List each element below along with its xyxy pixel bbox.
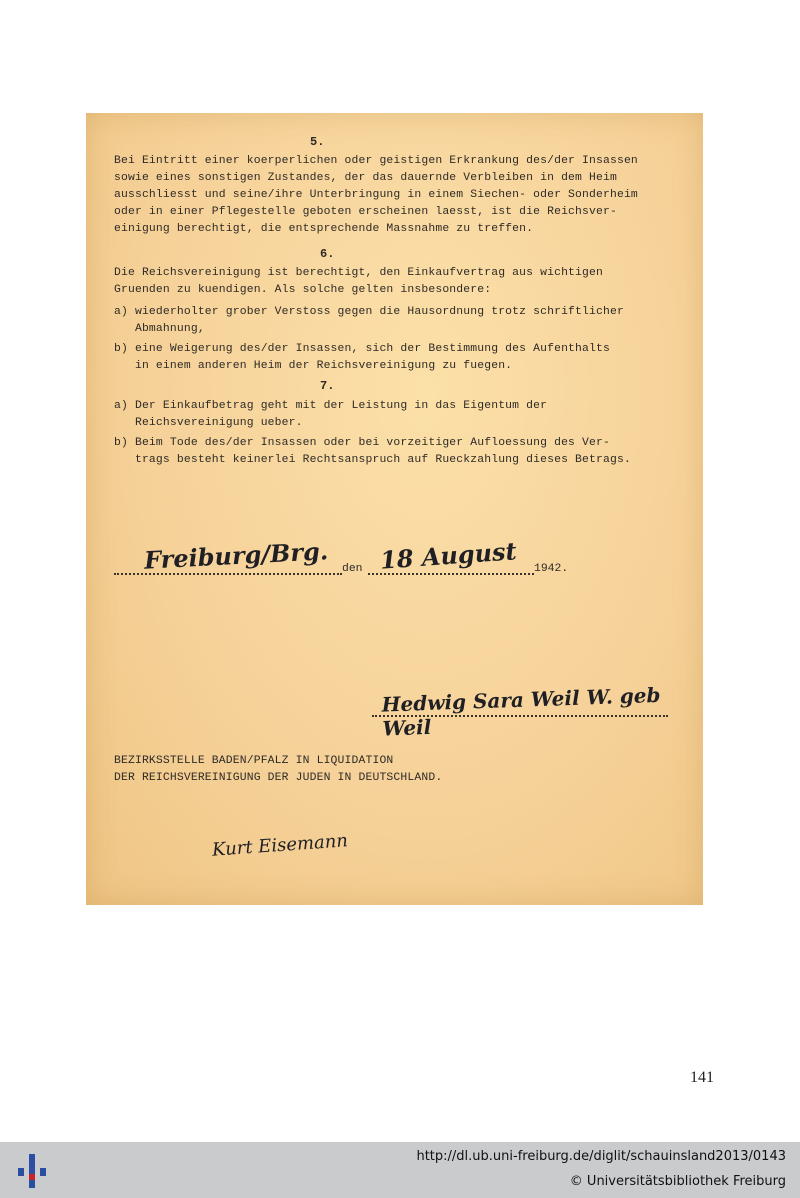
section-6-item-b-cont: in einem anderen Heim der Reichsvereinigung zu fuegen. — [114, 360, 513, 372]
section-6-intro-line: Gruenden zu kuendigen. Als solche gelten insbesondere: — [114, 284, 492, 296]
section-7-item-a-cont: Reichsvereinigung ueber. — [114, 417, 303, 429]
section-5-line: ausschliesst und seine/ihre Unterbringung in einem Siechen- oder Sonderheim — [114, 189, 638, 201]
place-handwritten: Freiburg/Brg. — [143, 536, 329, 575]
section-5-number: 5. — [310, 135, 325, 149]
section-6-item-a: a) wiederholter grober Verstoss gegen die Hausordnung trotz schriftlicher — [114, 306, 624, 318]
footer-url[interactable]: http://dl.ub.uni-freiburg.de/diglit/schauinsland2013/0143 — [416, 1149, 786, 1164]
section-5-line: Bei Eintritt einer koerperlichen oder geistigen Erkrankung des/der Insassen — [114, 155, 638, 167]
dateline-den: den — [342, 563, 363, 575]
document-scan — [86, 113, 703, 905]
section-6-number: 6. — [320, 247, 335, 261]
dateline-year: 1942. — [534, 563, 569, 575]
office-line: BEZIRKSSTELLE BADEN/PFALZ IN LIQUIDATION — [114, 755, 394, 767]
section-7-item-a: a) Der Einkaufbetrag geht mit der Leistung in das Eigentum der — [114, 400, 548, 412]
section-7-item-b: b) Beim Tode des/der Insassen oder bei vorzeitiger Aufloessung des Ver- — [114, 437, 610, 449]
section-6-item-b: b) eine Weigerung des/der Insassen, sich der Bestimmung des Aufenthalts — [114, 343, 610, 355]
official-signature-handwritten: Kurt Eisemann — [211, 830, 349, 861]
office-line: DER REICHSVEREINIGUNG DER JUDEN IN DEUTSCHLAND. — [114, 772, 443, 784]
page-number: 141 — [690, 1069, 714, 1086]
ub-freiburg-logo-icon — [12, 1150, 52, 1190]
section-5-line: einigung berechtigt, die entsprechende Massnahme zu treffen. — [114, 223, 534, 235]
signature-handwritten: Hedwig Sara Weil W. geb Weil — [381, 682, 661, 741]
section-7-number: 7. — [320, 379, 335, 393]
section-7-item-b-cont: trags besteht keinerlei Rechtsanspruch auf Rueckzahlung dieses Betrags. — [114, 454, 631, 466]
footer-bar — [0, 1142, 800, 1198]
date-handwritten: 18 August — [379, 536, 518, 575]
section-6-intro-line: Die Reichsvereinigung ist berechtigt, den Einkaufvertrag aus wichtigen — [114, 267, 603, 279]
section-5-line: sowie eines sonstigen Zustandes, der das dauernde Verbleiben in dem Heim — [114, 172, 617, 184]
section-5-line: oder in einer Pflegestelle geboten erscheinen laesst, ist die Reichsver- — [114, 206, 617, 218]
footer-copyright: © Universitätsbibliothek Freiburg — [569, 1174, 786, 1189]
section-6-item-a-cont: Abmahnung, — [114, 323, 205, 335]
